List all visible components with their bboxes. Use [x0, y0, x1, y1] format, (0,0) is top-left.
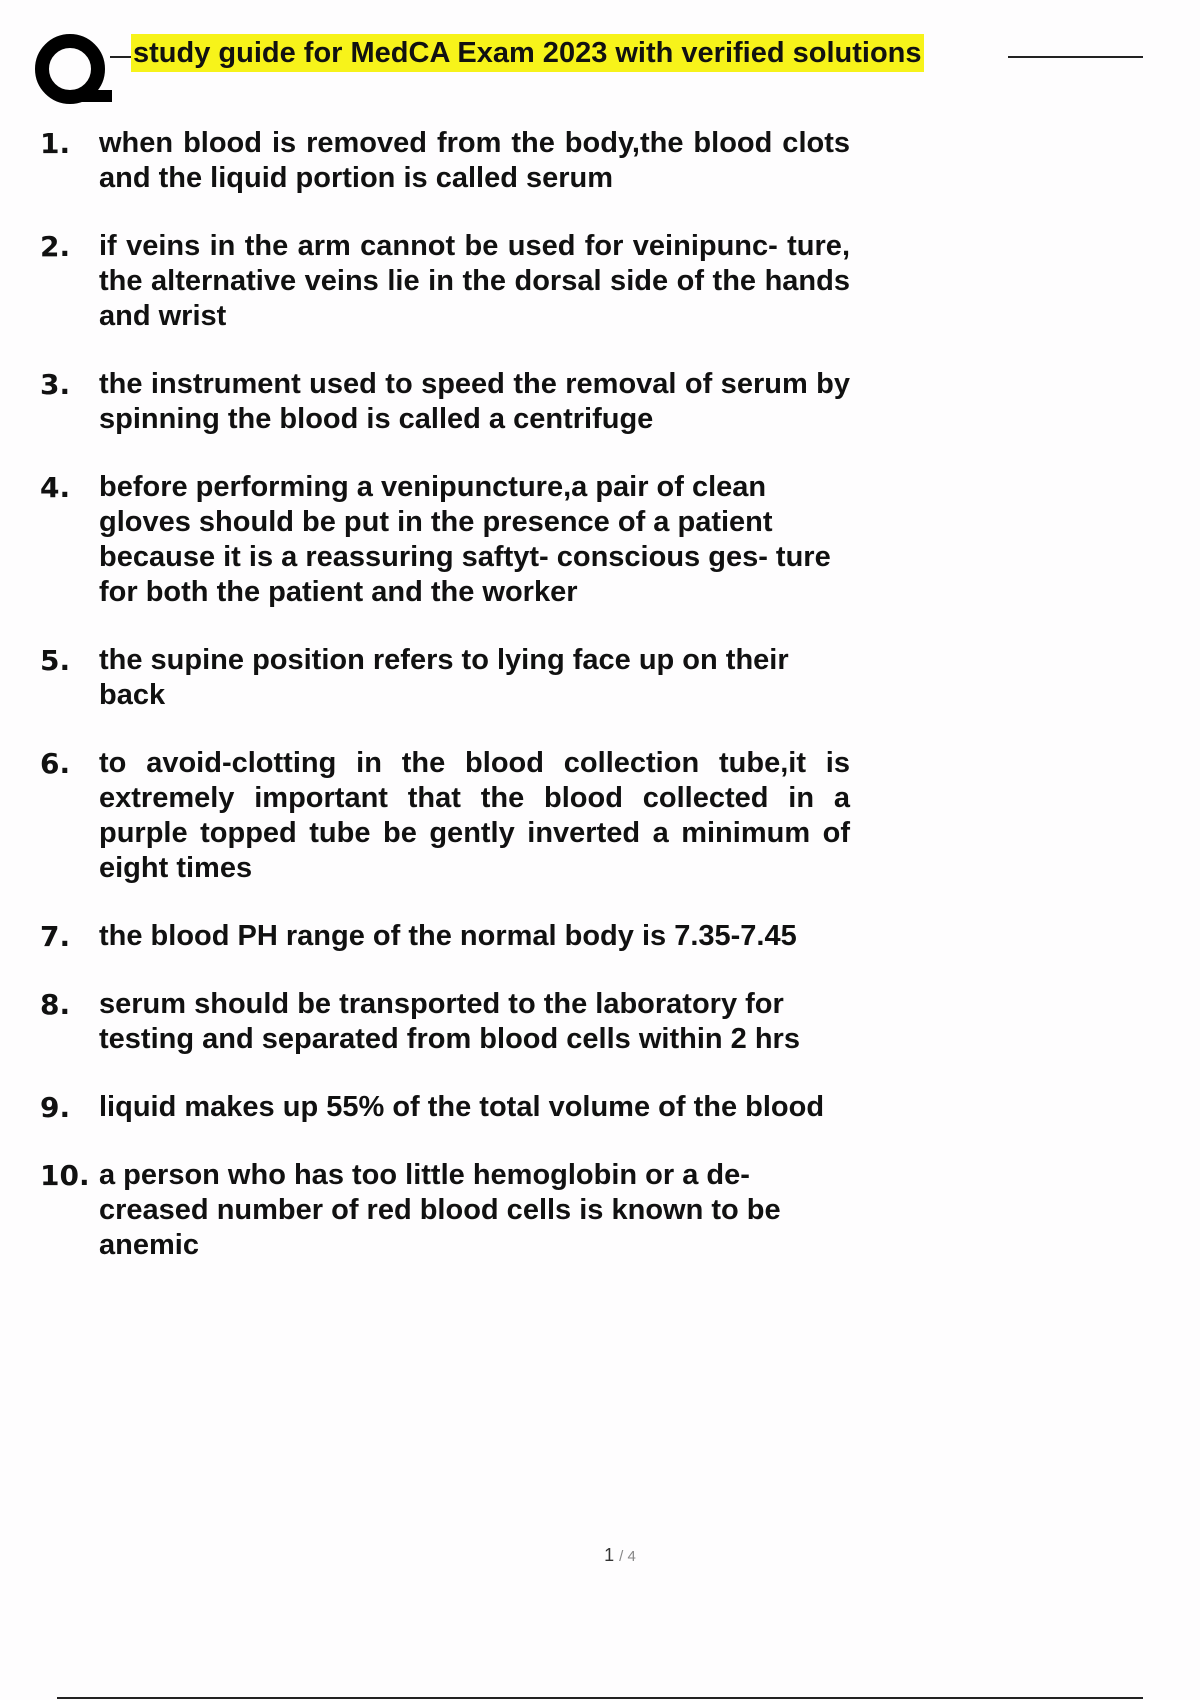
- item-number: 7.: [40, 920, 71, 953]
- item-text: liquid makes up 55% of the total volume of the blood: [99, 1091, 825, 1123]
- item-number: 9.: [40, 1091, 71, 1124]
- item-text: the blood PH range of the normal body is 7.35-7.45: [99, 920, 797, 952]
- item-number: 3.: [40, 368, 71, 401]
- header-divider-left: [110, 56, 132, 58]
- item-text: before performing a venipuncture,a pair of clean gloves should be put in the presence of a patient because it is a reassuring saftyt- conscious ges- ture for both the patient and the worker: [99, 471, 831, 608]
- header-divider-right: [1008, 56, 1143, 58]
- list-item: [40, 1158, 850, 1263]
- list-item: [40, 1090, 850, 1125]
- item-number: 1.: [40, 127, 71, 160]
- total-pages: / 4: [619, 1548, 636, 1565]
- item-number: 8.: [40, 988, 71, 1021]
- item-number: 5.: [40, 644, 71, 677]
- item-number: 2.: [40, 230, 71, 263]
- item-number: 6.: [40, 747, 71, 780]
- item-text: when blood is removed from the body,the blood clots and the liquid portion is called serum: [99, 127, 850, 194]
- page-indicator: [0, 1545, 1200, 1566]
- item-text: the supine position refers to lying face up on their back: [99, 644, 789, 711]
- list-item: [40, 470, 850, 610]
- q-logo-icon: [32, 30, 112, 110]
- item-text: a person who has too little hemoglobin or a de- creased number of red blood cells is known to be anemic: [99, 1159, 781, 1261]
- item-number: 4.: [40, 471, 71, 504]
- current-page-number: 1: [604, 1545, 615, 1565]
- footer-divider: [57, 1697, 1143, 1699]
- list-item: [40, 126, 850, 196]
- list-item: [40, 643, 850, 713]
- question-list: [40, 126, 850, 1296]
- document-header: [0, 0, 1200, 120]
- item-text: serum should be transported to the laboratory for testing and separated from blood cells within 2 hrs: [99, 988, 800, 1055]
- list-item: [40, 746, 850, 886]
- list-item: [40, 229, 850, 334]
- document-title: study guide for MedCA Exam 2023 with verified solutions: [131, 34, 924, 72]
- item-text: the instrument used to speed the removal of serum by spinning the blood is called a centrifuge: [99, 368, 850, 435]
- list-item: [40, 919, 850, 954]
- list-item: [40, 987, 850, 1057]
- item-text: to avoid-clotting in the blood collection tube,it is extremely important that the blood collected in a purple topped tube be gently inverted a minimum of eight times: [99, 747, 850, 884]
- item-text: if veins in the arm cannot be used for veinipunc- ture, the alternative veins lie in the dorsal side of the hands and wrist: [99, 230, 850, 332]
- item-number: 10.: [40, 1159, 90, 1192]
- list-item: [40, 367, 850, 437]
